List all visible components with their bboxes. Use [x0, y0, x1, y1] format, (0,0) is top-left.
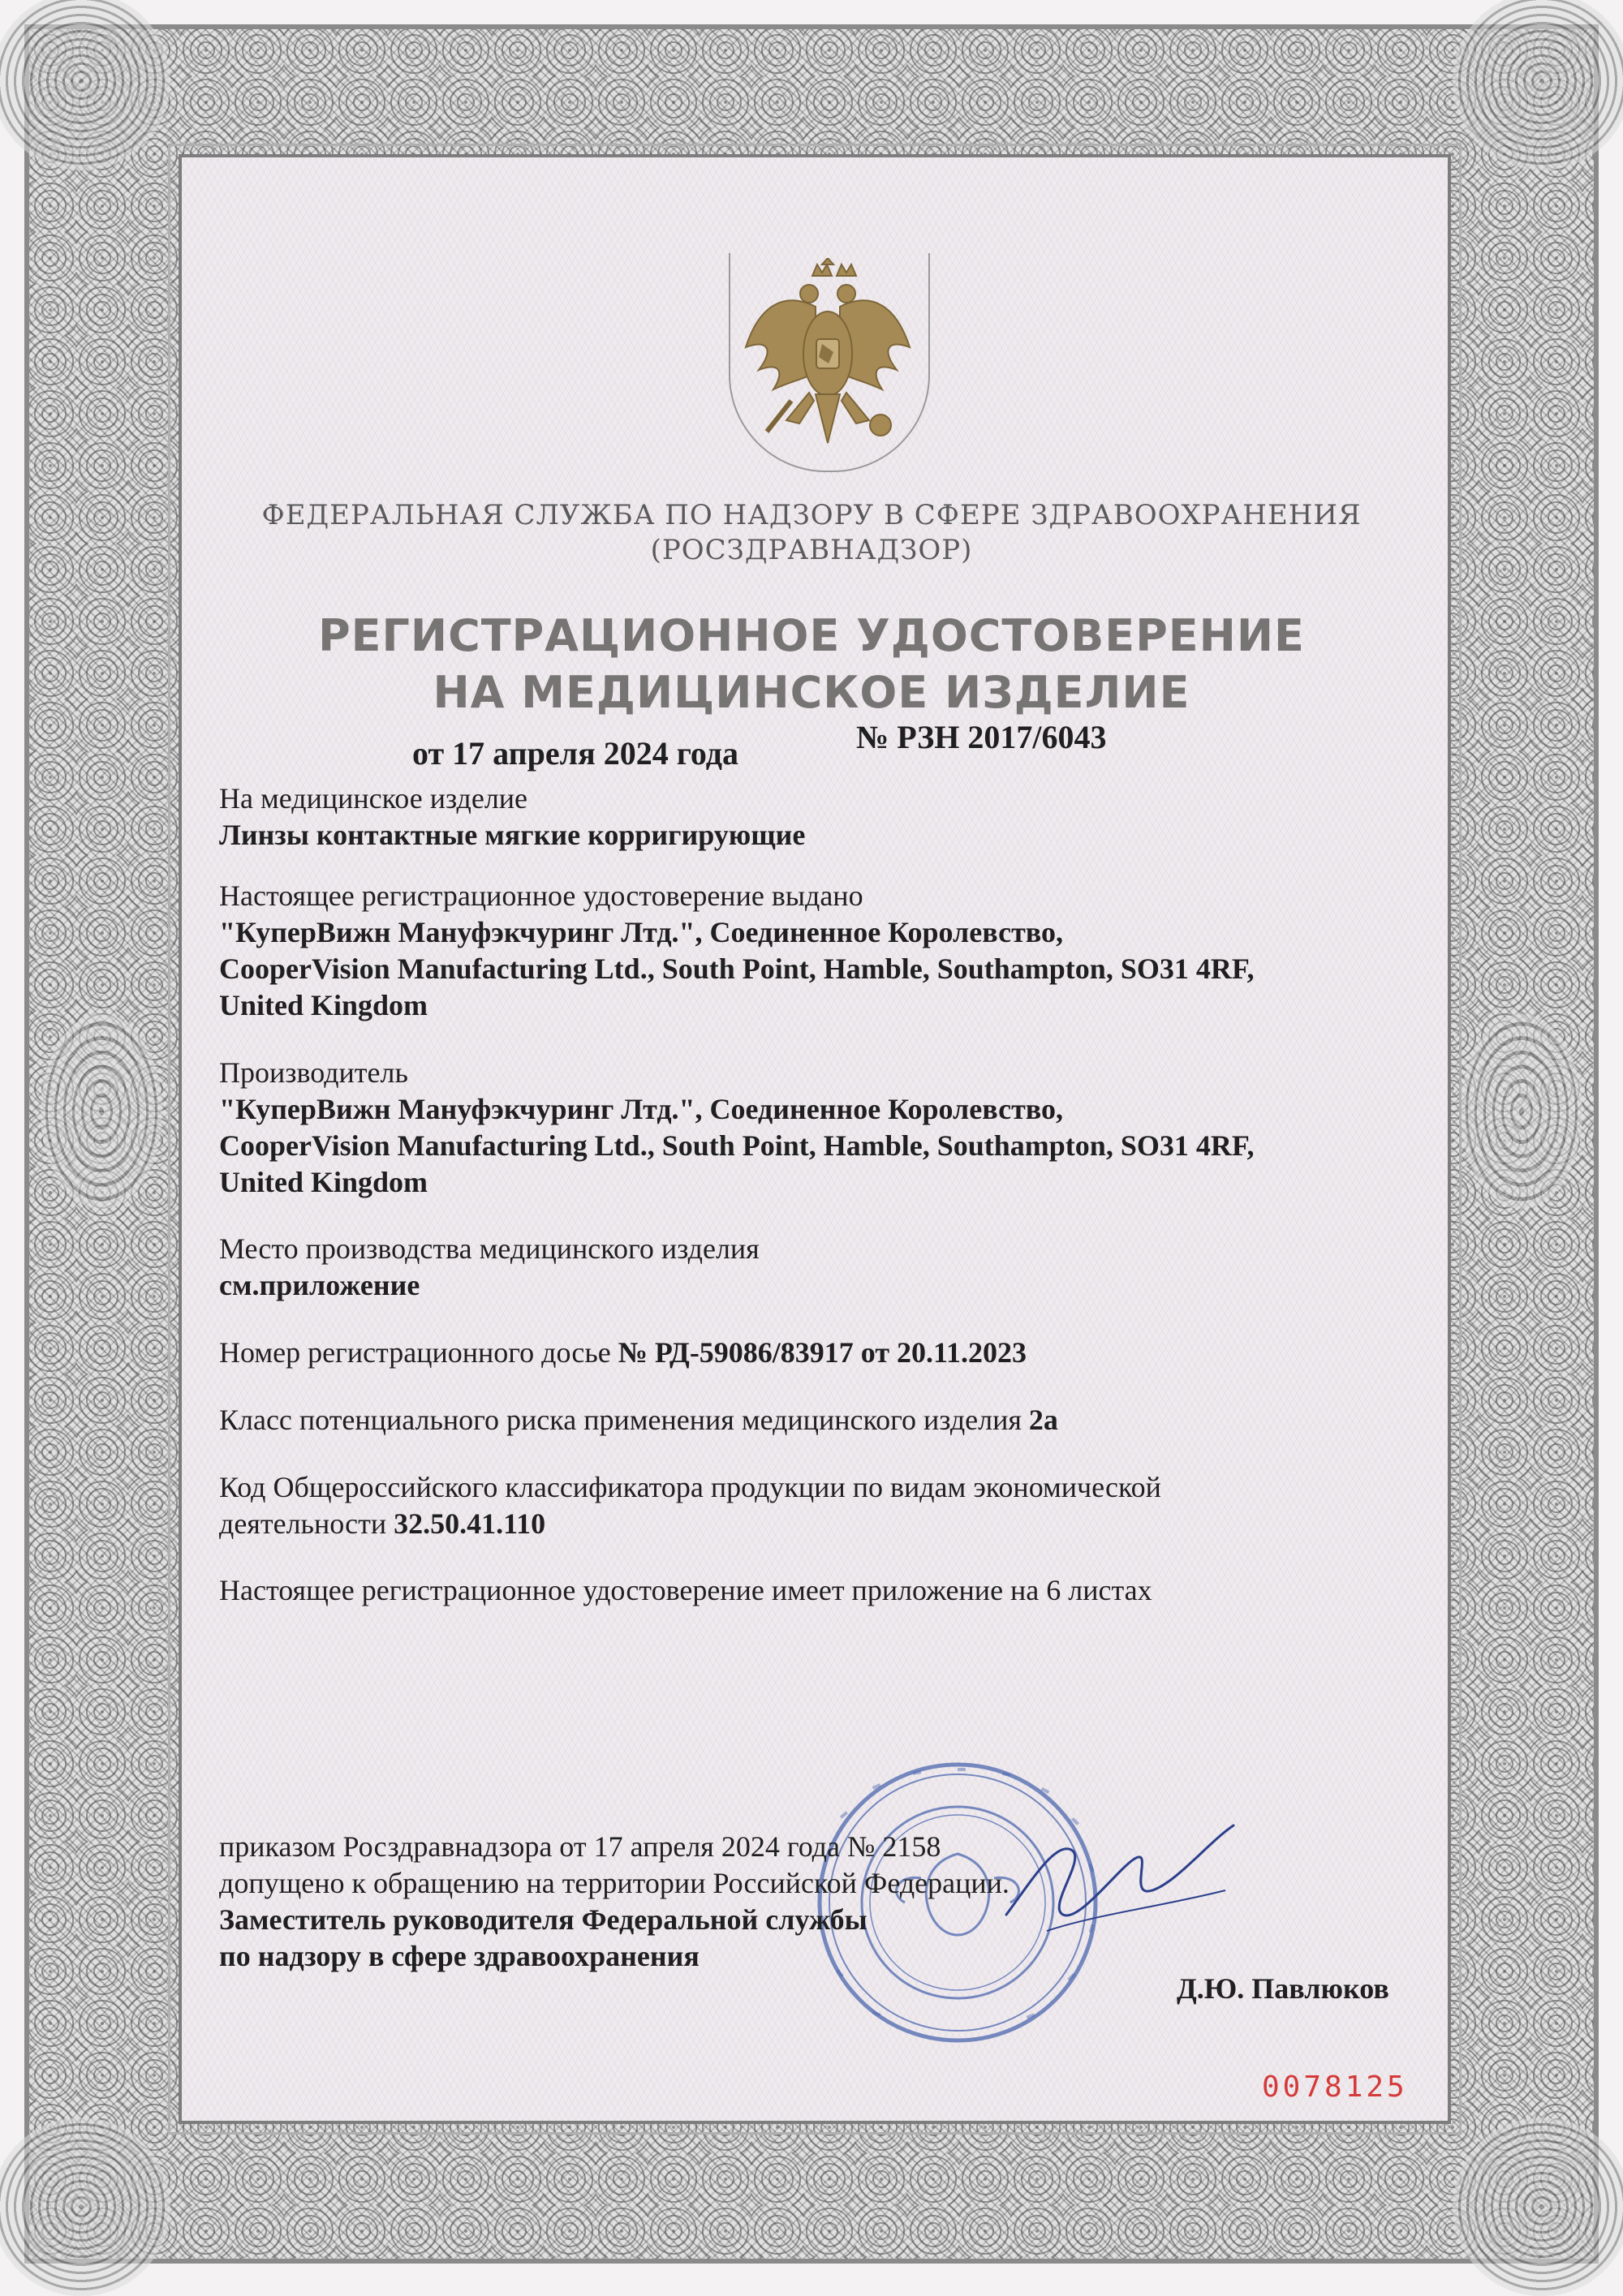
issued-to-label: Настоящее регистрационное удостоверение выдано	[219, 879, 863, 912]
appendix-note: Настоящее регистрационное удостоверение имеет приложение на 6 листах	[219, 1574, 1152, 1606]
risk-class-line	[219, 1402, 1058, 1438]
production-site-value: см.приложение	[219, 1269, 420, 1301]
signatory-position-line2: по надзору в сфере здравоохранения	[219, 1940, 700, 1972]
risk-class-label: Класс потенциального риска применения медицинского изделия	[219, 1404, 1029, 1436]
certificate-date: от 17 апреля 2024 года	[412, 735, 738, 772]
risk-class-value: 2а	[1028, 1404, 1058, 1436]
document-title-line1: РЕГИСТРАЦИОННОЕ УДОСТОВЕРЕНИЕ	[318, 610, 1305, 661]
border-rosette-right	[1461, 1014, 1582, 1209]
manufacturer-line2: CooperVision Manufacturing Ltd., South Point, Hamble, Southampton, SO31 4RF,	[219, 1129, 1255, 1162]
production-site-label: Место производства медицинского изделия	[219, 1232, 760, 1265]
dossier-line	[219, 1335, 1027, 1370]
agency-name: ФЕДЕРАЛЬНАЯ СЛУЖБА ПО НАДЗОРУ В СФЕРЕ ЗДРАВООХРАНЕНИЯ	[261, 499, 1362, 531]
emblem-icon	[734, 258, 921, 461]
signatory-position-line1: Заместитель руководителя Федеральной службы	[219, 1903, 867, 1936]
certificate-number: № РЗН 2017/6043	[856, 719, 1107, 755]
border-rosette-left	[41, 1014, 162, 1209]
border-rosette-top-right	[1453, 0, 1623, 170]
order-line2: допущено к обращению на территории Российской Федерации.	[219, 1867, 1010, 1899]
dossier-label: Номер регистрационного досье	[219, 1336, 618, 1369]
okpd-label-line1: Код Общероссийского классификатора продукции по видам экономической	[219, 1471, 1161, 1503]
okpd-label-line2: деятельности	[219, 1507, 394, 1540]
manufacturer-line3: United Kingdom	[219, 1166, 428, 1198]
manufacturer-line1: "КуперВижн Мануфэкчуринг Лтд.", Соединенное Королевство,	[219, 1093, 1063, 1125]
okpd-value: 32.50.41.110	[394, 1507, 546, 1540]
manufacturer-label: Производитель	[219, 1056, 408, 1089]
dossier-value: № РД-59086/83917 от 20.11.2023	[618, 1336, 1027, 1369]
order-line1: приказом Росздравнадзора от 17 апреля 2024 года № 2158	[219, 1830, 941, 1863]
border-rosette-top-left	[0, 0, 170, 170]
okpd-line2	[219, 1506, 545, 1541]
agency-abbreviation: (РОСЗДРАВНАДЗОР)	[650, 534, 973, 566]
product-name: Линзы контактные мягкие корригирующие	[219, 819, 806, 851]
signature-icon	[998, 1793, 1242, 1955]
serial-number: 0078125	[1262, 2070, 1408, 2104]
product-label: На медицинское изделие	[219, 782, 528, 815]
issued-to-line3: United Kingdom	[219, 989, 428, 1021]
border-rosette-bottom-right	[1453, 2118, 1623, 2296]
issued-to-line1: "КуперВижн Мануфэкчуринг Лтд.", Соединенное Королевство,	[219, 916, 1063, 948]
signatory-name: Д.Ю. Павлюков	[1177, 1972, 1389, 2005]
issued-to-line2: CooperVision Manufacturing Ltd., South Point, Hamble, Southampton, SO31 4RF,	[219, 952, 1255, 985]
document-title-line2: НА МЕДИЦИНСКОЕ ИЗДЕЛИЕ	[433, 667, 1190, 718]
border-rosette-bottom-left	[0, 2118, 170, 2296]
